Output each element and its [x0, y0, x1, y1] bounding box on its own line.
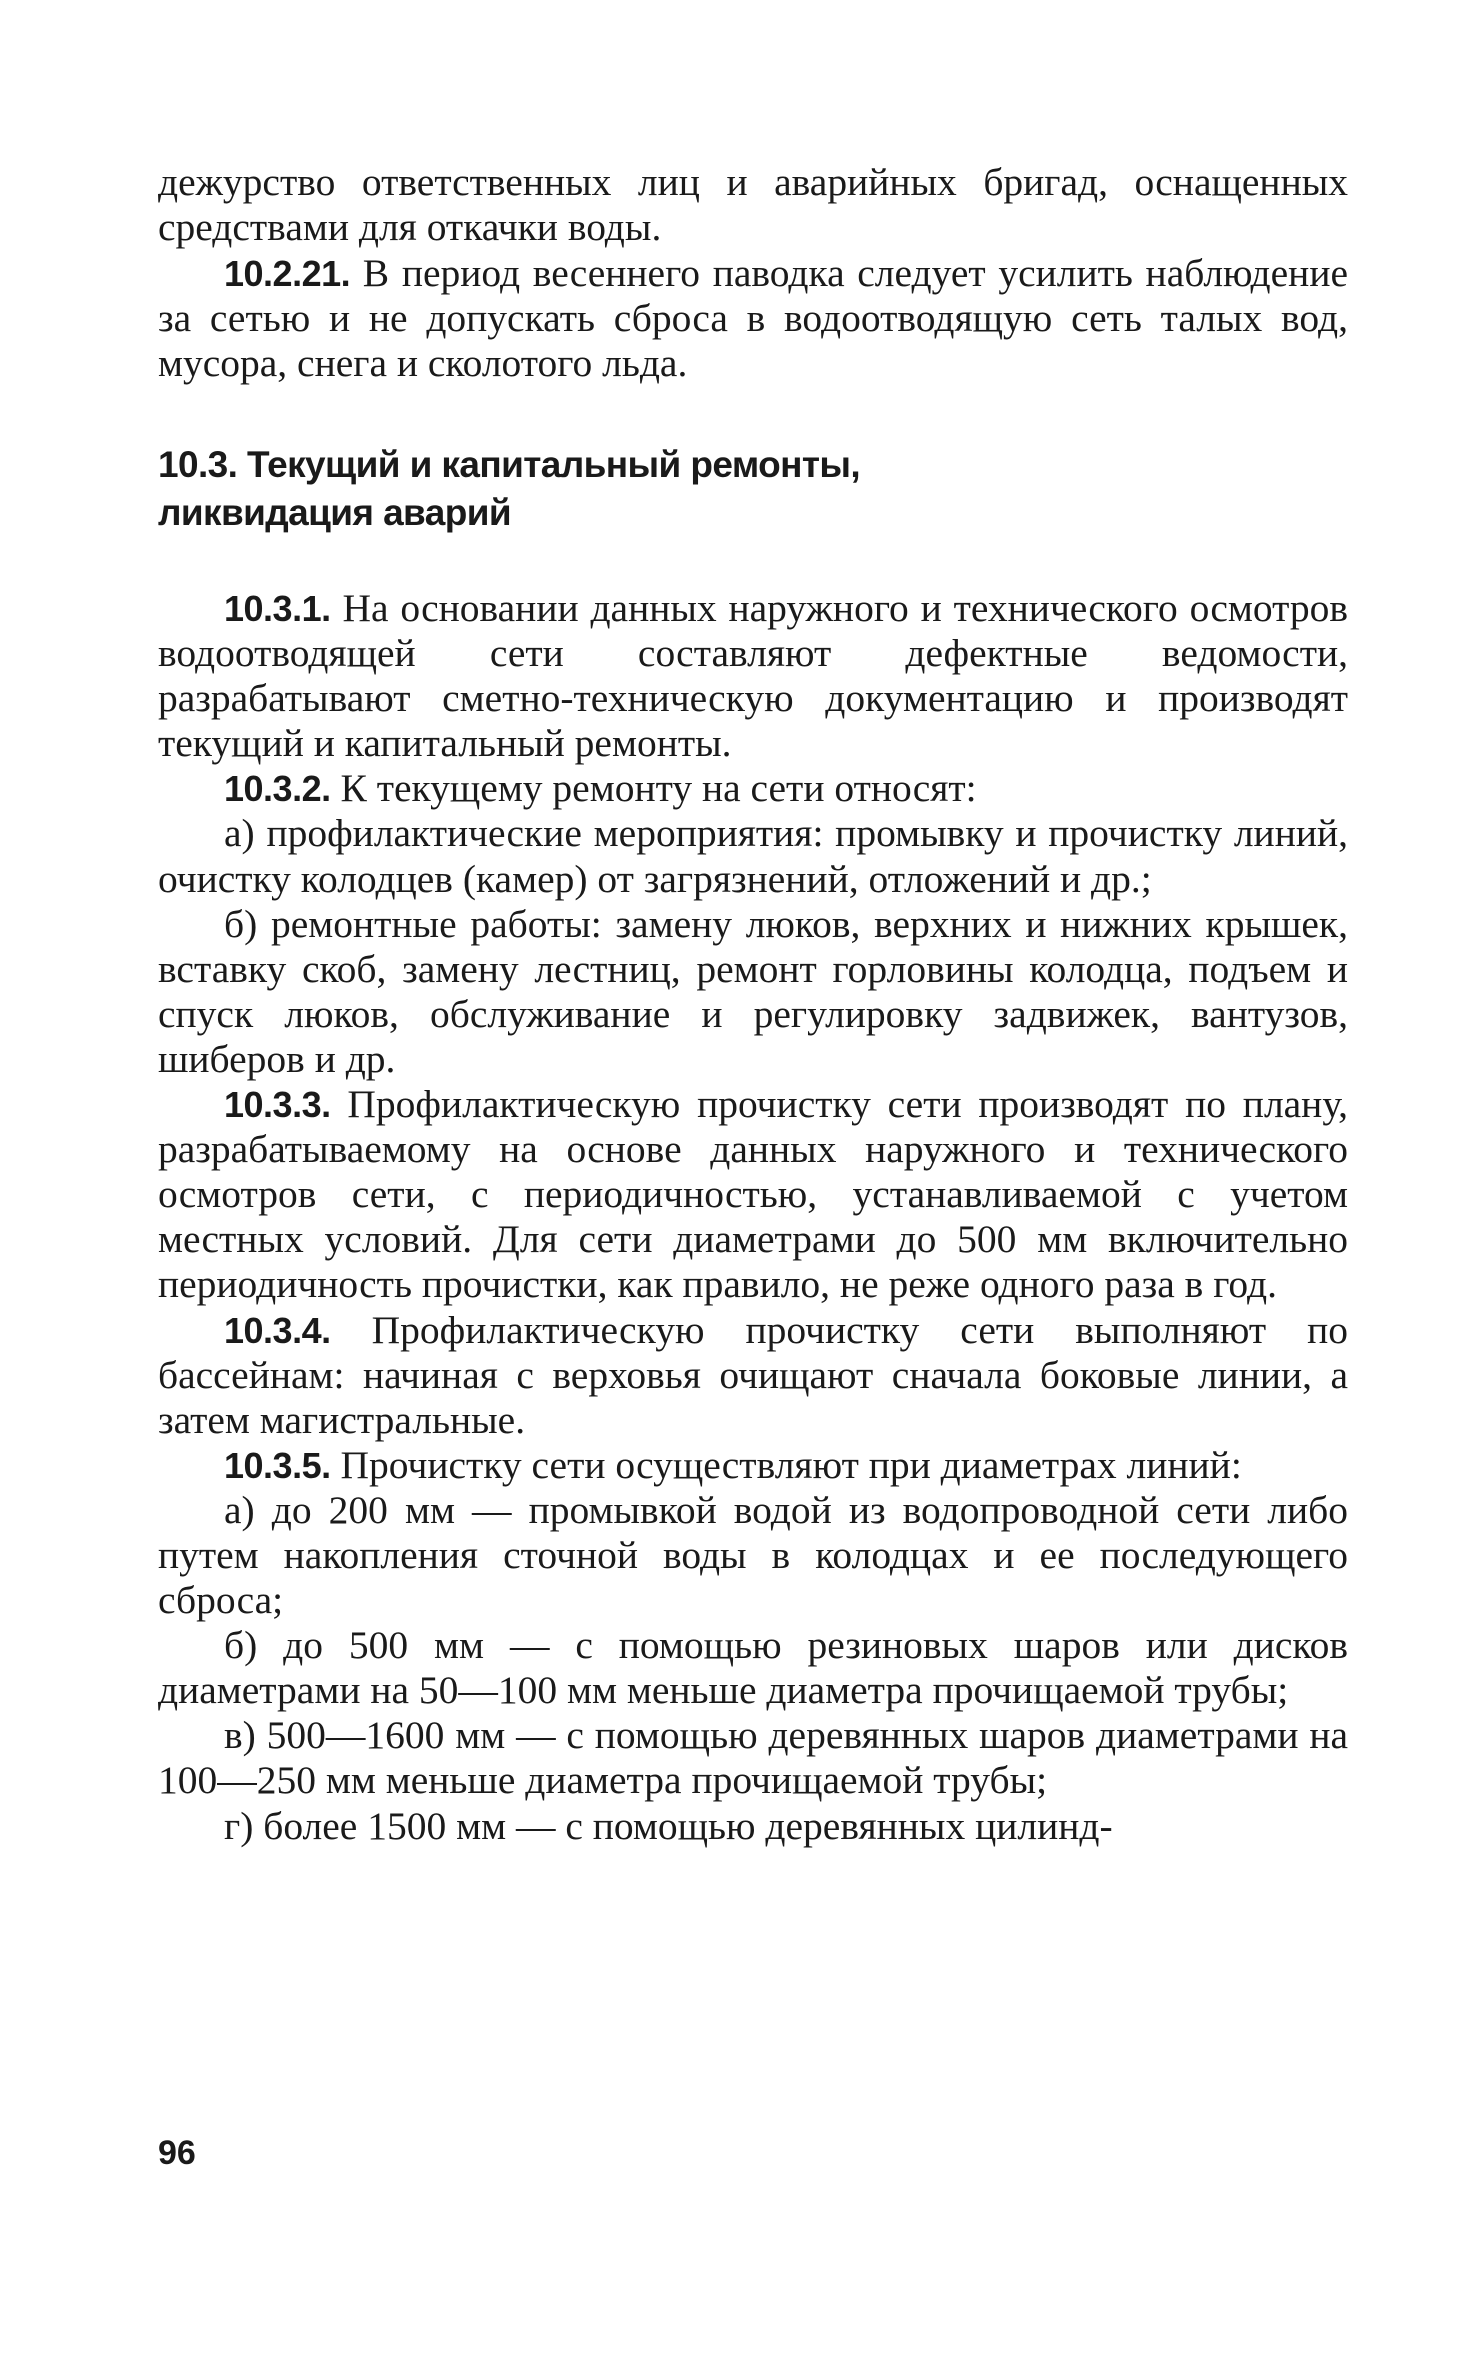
paragraph-10-2-21 — [158, 251, 1348, 387]
clause-number: 10.3.2. — [224, 768, 331, 810]
clause-text: Профилактическую прочистку сети выполняют по бассейнам: начиная с верховья очищают сначала боковые линии, а затем магистральные. — [158, 1307, 1348, 1442]
page-number: 96 — [158, 2134, 196, 2172]
list-item-10-3-5-g: г) более 1500 мм — с помощью деревянных цилинд- — [224, 1803, 1113, 1848]
clause-text: Профилактическую прочистку сети производят по плану, разрабатываемому на основе данных наружного и технического осмотров сети, с периодичностью, устанавливаемой с учетом местных условий. Для сети диаметрами до 500 мм включительно периодичность прочистки, как правило, не реже одного раза в год. — [158, 1082, 1348, 1307]
paragraph-10-3-2 — [158, 766, 1348, 811]
clause-number: 10.3.5. — [224, 1444, 331, 1486]
list-item-10-3-5-a: а) до 200 мм — промывкой водой из водопроводной сети либо путем накопления сточной воды в колодцах и ее последующего сброса; — [158, 1487, 1348, 1623]
paragraph-10-3-5 — [158, 1443, 1348, 1488]
paragraph-10-3-4 — [158, 1308, 1348, 1443]
section-heading-line-1: 10.3. Текущий и капитальный ремонты, — [158, 444, 861, 485]
clause-number: 10.2.21. — [224, 252, 351, 294]
list-item-10-3-5-b: б) до 500 мм — с помощью резиновых шаров или дисков диаметрами на 50—100 мм меньше диаметра прочищаемой трубы; — [158, 1623, 1348, 1713]
clause-text: На основании данных наружного и технического осмотров водоотводящей сети составляют дефектные ведомости, разрабатывают сметно-техническую документацию и производят текущий и капитальный ремонты. — [158, 586, 1348, 766]
section-body — [158, 586, 1348, 1849]
list-item-10-3-2-a: а) профилактические мероприятия: промывку и прочистку линий, очистку колодцев (камер) от загрязнений, отложений и др.; — [158, 811, 1348, 901]
section-heading — [158, 441, 1258, 537]
list-item-10-3-2-b: б) ремонтные работы: замену люков, верхних и нижних крышек, вставку скоб, замену лестниц, ремонт горловины колодца, подъем и спуск люков, обслуживание и регулировку задвижек, вантузов, шиберов и др. — [158, 901, 1348, 1081]
continuation-paragraph: дежурство ответственных лиц и аварийных бригад, оснащенных средствами для откачки воды. — [158, 160, 1348, 250]
clause-number: 10.3.4. — [224, 1309, 331, 1351]
clause-text: Прочистку сети осуществляют при диаметрах линий: — [330, 1442, 1242, 1487]
clause-text: К текущему ремонту на сети относят: — [330, 766, 977, 811]
paragraph-10-3-1 — [158, 586, 1348, 766]
section-heading-line-2: ликвидация аварий — [158, 492, 511, 533]
list-item-10-3-5-v: в) 500—1600 мм — с помощью деревянных шаров диаметрами на 100—250 мм меньше диаметра прочищаемой трубы; — [158, 1713, 1348, 1803]
clause-number: 10.3.3. — [224, 1084, 331, 1126]
paragraph-10-3-3 — [158, 1082, 1348, 1307]
clause-text: В период весеннего паводка следует усилить наблюдение за сетью и не допускать сброса в водоотводящую сеть талых вод, мусора, снега и сколотого льда. — [158, 250, 1348, 386]
clause-number: 10.3.1. — [224, 588, 331, 629]
top-text-block — [158, 160, 1348, 386]
